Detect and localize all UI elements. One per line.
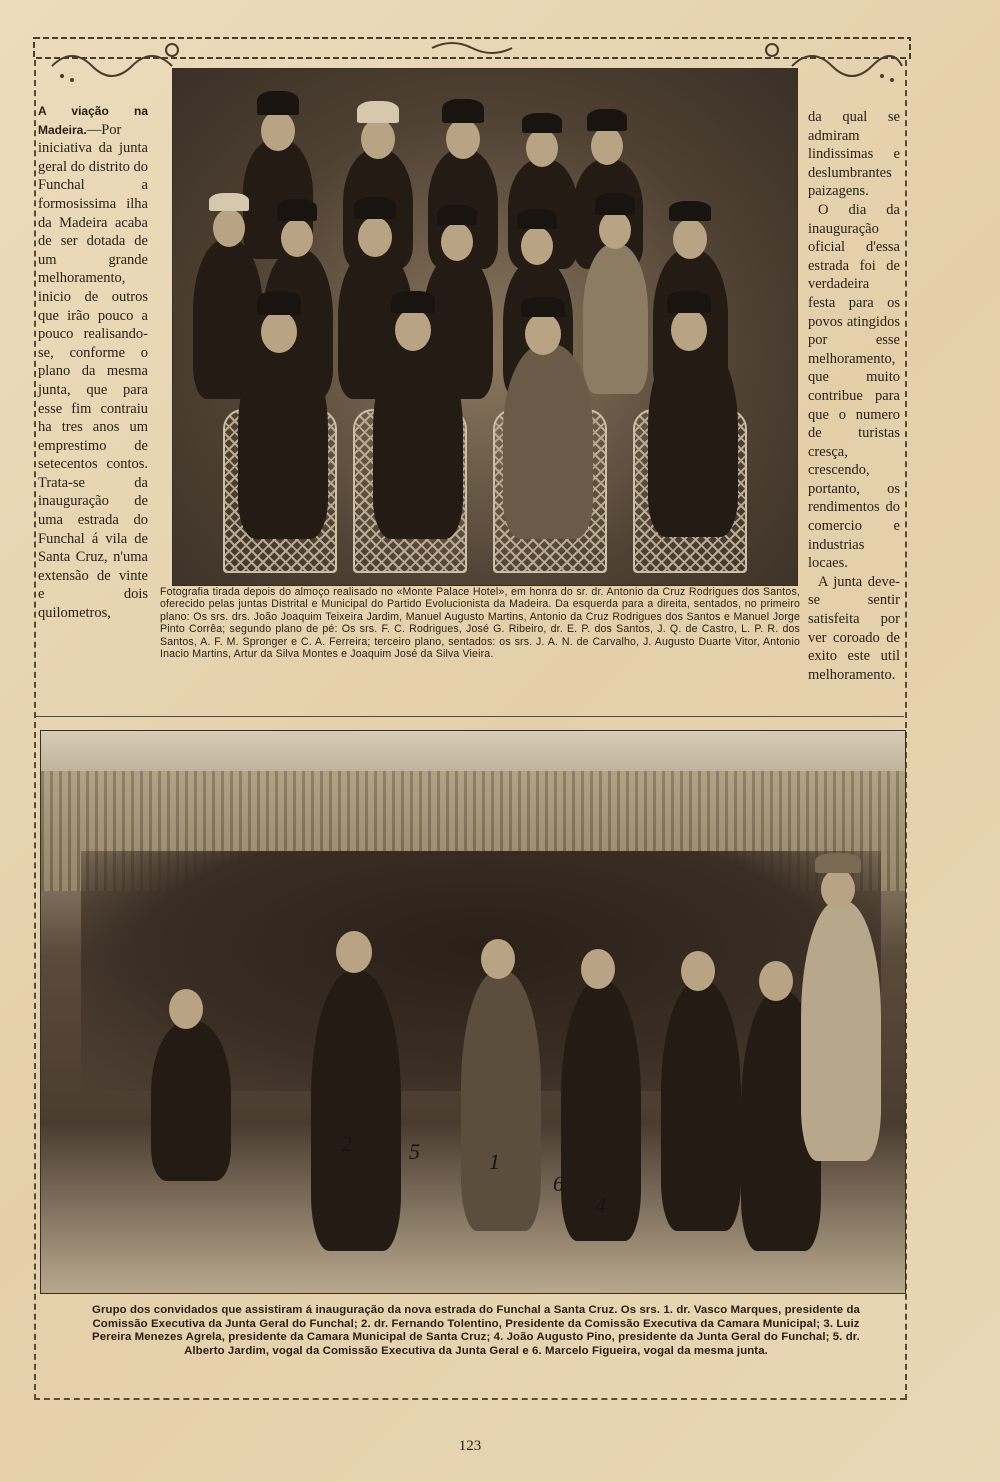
group-photo-road-inauguration — [40, 730, 906, 1294]
photo-number: 4 — [595, 1193, 606, 1218]
article-body-right-1: da qual se admiram lindissimas e deslumbrantes paizagens. — [808, 109, 900, 200]
page-number: 123 — [458, 1438, 482, 1454]
section-divider — [36, 716, 904, 717]
article-left-column — [38, 102, 148, 623]
article-body-right-3: A junta deve-se sentir satisfeita por ver coroado de exito este util melhoramento. — [808, 573, 900, 683]
photo2-caption: Grupo dos convidados que assistiram á inauguração da nova estrada do Funchal a Santa Cruz. Os srs. 1. dr. Vasco Marques, presidente da Comissão Executiva da Junta Geral do Funchal; 2. dr. Fernando Tolentino, Presidente da Comissão Executiva da Camara Municipal; 3. Luiz Pereira Menezes Agrela, presidente da Camara Municipal de Santa Cruz; 4. João Augusto Pino, presidente da Junta Geral do Funchal; 5. dr. Alberto Jardim, vogal da Comissão Executiva da Junta Geral e 6. Marcelo Figueira, vogal da mesma junta. — [92, 1304, 860, 1357]
photo-number: 2 — [341, 1131, 352, 1156]
group-photo-monte-palace — [172, 68, 798, 586]
photo-number: 5 — [409, 1139, 420, 1164]
article-right-column — [808, 108, 900, 684]
photo-number: 1 — [489, 1149, 500, 1174]
article-body-left: —Por iniciativa da junta geral do distrito do Funchal a formosissima ilha da Madeira acaba de ser dotada de um grande melhoramento, inicio de outros que irão pouco a pouco realisando-se, conforme o plano da mesma junta, que para esse fim contraiu ha tres anos um emprestimo de setecentos contos. Trata-se da inauguração de uma estrada do Funchal á vila de Santa Cruz, n'uma extensão de vinte e dois quilometros, — [38, 121, 148, 622]
article-lead-title: A viação na Madeira. — [38, 104, 148, 137]
bottom-border — [34, 1398, 906, 1402]
article-body-right-2: O dia da inauguração oficial d'essa estrada foi de verdadeira festa para os povos atingidos por esse melhoramento, que muito contribue para que o numero de turistas cresça, crescendo, portanto, os rendimentos do comercio e industrias locaes. — [808, 201, 900, 572]
photo-number: 6 — [553, 1171, 564, 1196]
photo1-caption: Fotografia tirada depois do almoço realisado no «Monte Palace Hotel», em honra do sr. dr. Antonio da Cruz Rodrigues dos Santos, oferecido pelas juntas Distrital e Municipal do Partido Evolucionista da Madeira. Da esquerda para a direita, sentados, no primeiro plano: Os srs. drs. João Joaquim Teixeira Jardim, Manuel Augusto Martins, Antonio da Cruz Rodrigues dos Santos e Manuel Jorge Pinto Corrêa; segundo plano de pé: Os srs. F. C. Rodrigues, José G. Ribeiro, dr. E. P. dos Santos, J. Q. de Castro, L. P. R. dos Santos, A. F. M. Spronger e C. A. Ferreira; terceiro plano, sentados: os srs. J. A. N. de Carvalho, J. Augusto Duarte Vitor, Antonio Inacio Martins, Artur da Silva Montes e Joaquim José da Silva Vieira. — [160, 586, 800, 661]
